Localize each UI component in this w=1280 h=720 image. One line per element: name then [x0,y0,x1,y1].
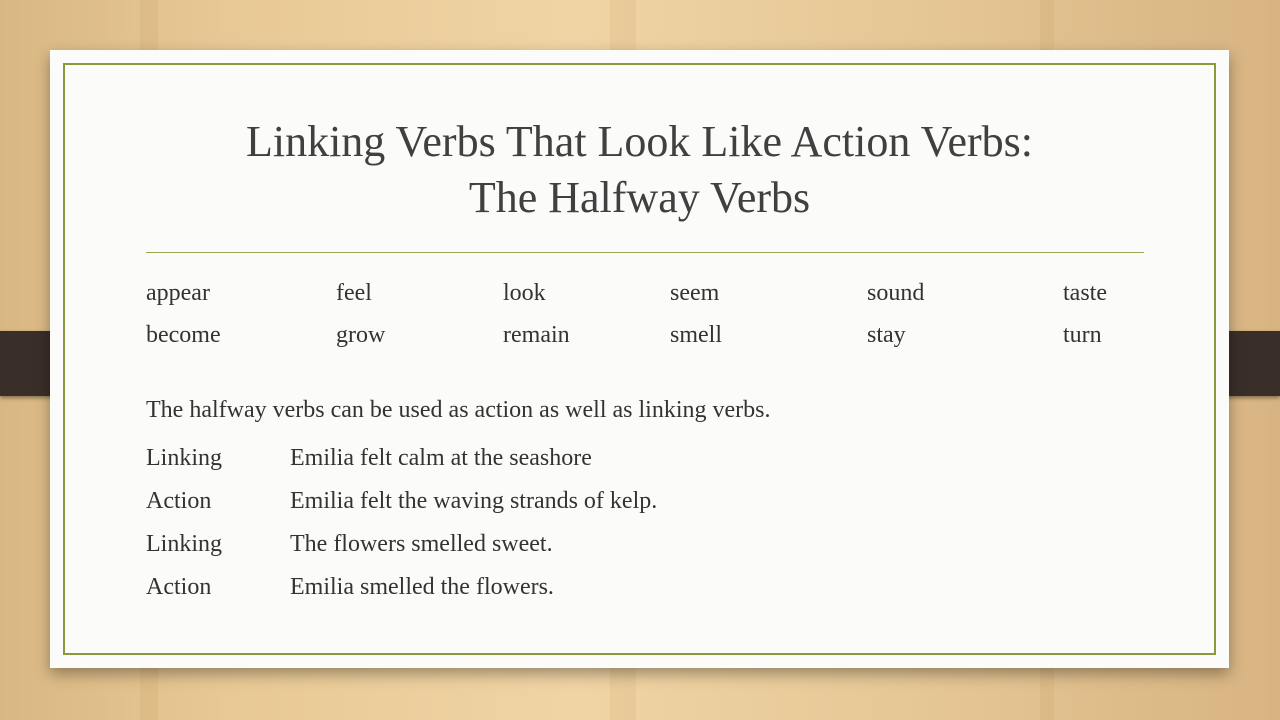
explanation-text: The halfway verbs can be used as action as well as linking verbs. [146,397,771,423]
verb: taste [1063,279,1107,306]
verb: grow [336,321,386,348]
slide-card [50,50,1229,668]
verb: smell [670,321,722,348]
verb: remain [503,321,570,348]
halfway-verbs-list [146,272,1126,356]
verb: appear [146,279,210,306]
verb: sound [867,279,925,306]
example-kind: Action [146,488,212,514]
example-row [146,566,657,609]
title-line-2: The Halfway Verbs [468,173,811,222]
verb: feel [336,279,372,306]
example-kind: Linking [146,531,222,557]
verb: turn [1063,321,1102,348]
example-sentence: Emilia smelled the flowers. [290,574,554,600]
example-row [146,437,657,480]
verb: become [146,321,221,348]
verb-row [146,314,1126,356]
slide-title [50,114,1229,226]
examples-list [146,437,657,609]
title-line-1: Linking Verbs That Look Like Action Verbs: [245,117,1034,166]
example-sentence: The flowers smelled sweet. [290,531,553,557]
example-kind: Linking [146,445,222,471]
verb-row [146,272,1126,314]
verb: look [503,279,546,306]
example-row [146,523,657,566]
example-row [146,480,657,523]
verb: seem [670,279,720,306]
example-sentence: Emilia felt calm at the seashore [290,445,592,471]
title-divider [146,252,1144,253]
example-sentence: Emilia felt the waving strands of kelp. [290,488,658,514]
verb: stay [867,321,906,348]
example-kind: Action [146,574,212,600]
